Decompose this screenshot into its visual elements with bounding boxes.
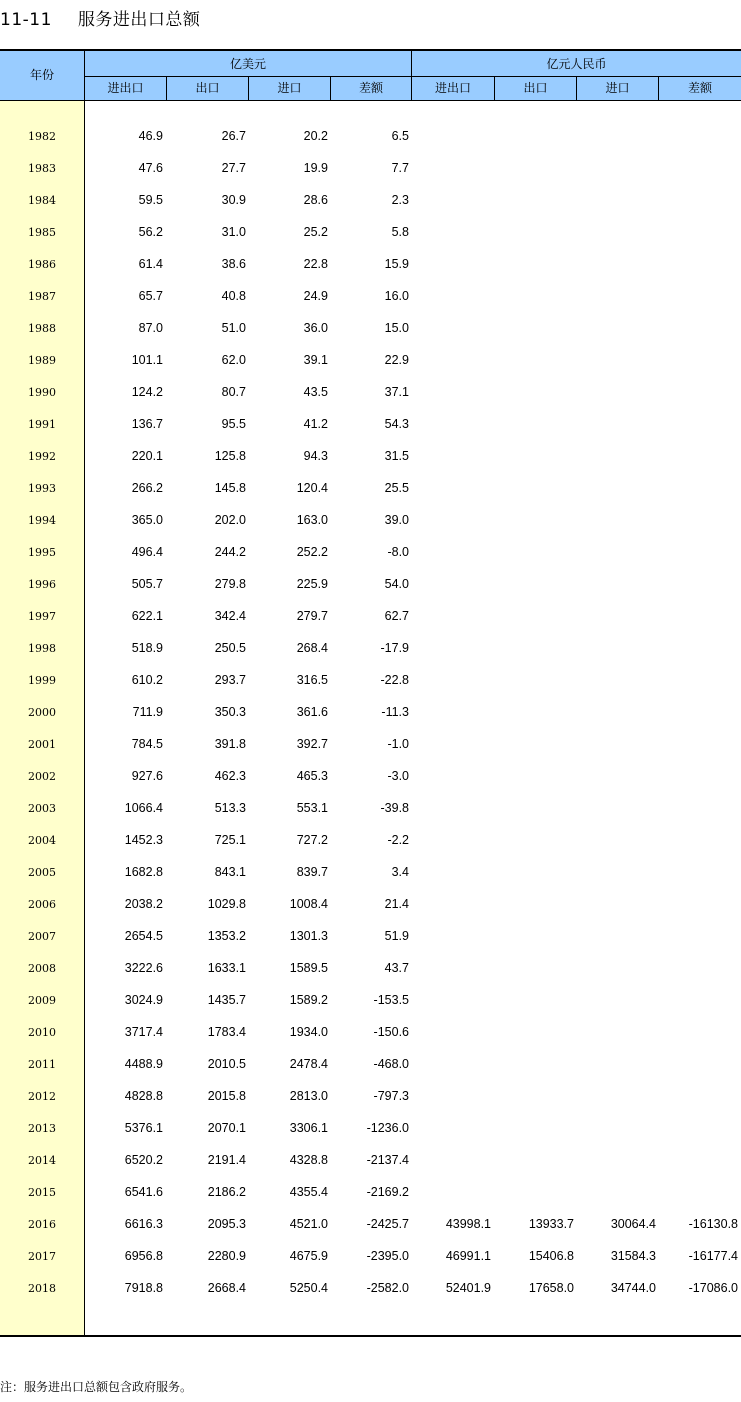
value-cell: -17086.0 <box>688 1281 738 1295</box>
year-cell: 2005 <box>28 866 56 879</box>
year-cell: 2018 <box>28 1282 56 1295</box>
value-cell: 15.0 <box>384 321 409 335</box>
value-cell: -17.9 <box>380 641 409 655</box>
value-cell: 95.5 <box>221 417 246 431</box>
value-cell: -22.8 <box>380 673 409 687</box>
value-cell: 61.4 <box>138 257 163 271</box>
value-cell: 462.3 <box>214 769 246 783</box>
value-cell: 40.8 <box>221 289 246 303</box>
header-col: 进口 <box>277 81 302 95</box>
value-cell: 365.0 <box>131 513 163 527</box>
year-cell: 1986 <box>28 258 56 271</box>
value-cell: 22.9 <box>384 353 409 367</box>
value-cell: 20.2 <box>303 129 328 143</box>
value-cell: 30064.4 <box>610 1217 656 1231</box>
value-cell: 711.9 <box>132 705 163 719</box>
value-cell: 30.9 <box>221 193 246 207</box>
value-cell: 622.1 <box>131 609 163 623</box>
value-cell: 59.5 <box>138 193 163 207</box>
value-cell: 56.2 <box>138 225 163 239</box>
value-cell: 725.1 <box>214 833 246 847</box>
value-cell: 52401.9 <box>445 1281 491 1295</box>
value-cell: 316.5 <box>296 673 328 687</box>
value-cell: 4521.0 <box>289 1217 328 1231</box>
value-cell: 26.7 <box>221 129 246 143</box>
value-cell: -797.3 <box>373 1089 409 1103</box>
footnote: 注：服务进出口总额包含政府服务。 <box>0 1380 193 1394</box>
value-cell: -2169.2 <box>366 1185 409 1199</box>
value-cell: -3.0 <box>387 769 409 783</box>
value-cell: 6541.6 <box>124 1185 163 1199</box>
value-cell: 94.3 <box>303 449 328 463</box>
value-cell: 6520.2 <box>124 1153 163 1167</box>
value-cell: 6616.3 <box>124 1217 163 1231</box>
value-cell: 610.2 <box>131 673 163 687</box>
year-cell: 1984 <box>28 194 56 207</box>
value-cell: -8.0 <box>387 545 409 559</box>
value-cell: 392.7 <box>296 737 328 751</box>
value-cell: 125.8 <box>214 449 246 463</box>
value-cell: 727.2 <box>296 833 328 847</box>
year-cell: 2014 <box>28 1154 56 1167</box>
value-cell: 87.0 <box>138 321 163 335</box>
value-cell: -2582.0 <box>366 1281 409 1295</box>
value-cell: 31584.3 <box>610 1249 656 1263</box>
year-cell: 2004 <box>28 834 56 847</box>
year-cell: 1983 <box>28 162 56 175</box>
year-cell: 1997 <box>28 610 56 623</box>
value-cell: 15.9 <box>384 257 409 271</box>
value-cell: 120.4 <box>296 481 328 495</box>
value-cell: 1589.5 <box>289 961 328 975</box>
value-cell: 28.6 <box>303 193 328 207</box>
header-col: 进出口 <box>107 81 144 95</box>
value-cell: 252.2 <box>296 545 328 559</box>
table-title: 服务进出口总额 <box>77 10 201 30</box>
value-cell: 268.4 <box>296 641 328 655</box>
value-cell: -150.6 <box>373 1025 409 1039</box>
header-rmb-group: 亿元人民币 <box>546 57 607 71</box>
value-cell: 342.4 <box>214 609 246 623</box>
value-cell: -2.2 <box>387 833 409 847</box>
value-cell: 3024.9 <box>124 993 163 1007</box>
value-cell: 6.5 <box>391 129 409 143</box>
year-cell: 2001 <box>28 738 56 751</box>
value-cell: 518.9 <box>131 641 163 655</box>
value-cell: -39.8 <box>380 801 409 815</box>
value-cell: 16.0 <box>384 289 409 303</box>
value-cell: 7.7 <box>391 161 409 175</box>
header-usd-group: 亿美元 <box>229 57 266 71</box>
value-cell: 47.6 <box>138 161 163 175</box>
value-cell: 1008.4 <box>289 897 328 911</box>
value-cell: 25.5 <box>384 481 409 495</box>
value-cell: 46.9 <box>138 129 163 143</box>
year-cell: 2011 <box>28 1058 56 1071</box>
value-cell: 31.0 <box>221 225 246 239</box>
value-cell: 39.0 <box>384 513 409 527</box>
value-cell: 293.7 <box>214 673 246 687</box>
value-cell: 465.3 <box>296 769 328 783</box>
year-cell: 2002 <box>28 770 56 783</box>
value-cell: 279.8 <box>214 577 246 591</box>
value-cell: 7918.8 <box>124 1281 163 1295</box>
value-cell: 279.7 <box>296 609 328 623</box>
value-cell: 101.1 <box>131 353 163 367</box>
value-cell: 2668.4 <box>207 1281 246 1295</box>
value-cell: 13933.7 <box>528 1217 574 1231</box>
year-cell: 1989 <box>28 354 56 367</box>
value-cell: 2095.3 <box>207 1217 246 1231</box>
year-cell: 2007 <box>28 930 56 943</box>
value-cell: 124.2 <box>131 385 163 399</box>
value-cell: 62.7 <box>384 609 409 623</box>
year-cell: 2003 <box>28 802 56 815</box>
header-bottom-rule <box>0 100 741 101</box>
value-cell: 1301.3 <box>289 929 328 943</box>
value-cell: 1589.2 <box>289 993 328 1007</box>
year-cell: 1988 <box>28 322 56 335</box>
value-cell: 1435.7 <box>207 993 246 1007</box>
value-cell: 65.7 <box>138 289 163 303</box>
value-cell: 54.0 <box>384 577 409 591</box>
value-cell: -2395.0 <box>366 1249 409 1263</box>
value-cell: 244.2 <box>214 545 246 559</box>
value-cell: 553.1 <box>296 801 328 815</box>
value-cell: 3717.4 <box>124 1025 163 1039</box>
value-cell: 202.0 <box>214 513 246 527</box>
page-title <box>0 5 200 30</box>
bottom-rule <box>0 1335 741 1337</box>
value-cell: 839.7 <box>296 865 328 879</box>
value-cell: 2186.2 <box>207 1185 246 1199</box>
year-cell: 1993 <box>28 482 56 495</box>
year-cell: 1985 <box>28 226 56 239</box>
year-divider <box>84 51 85 1335</box>
value-cell: 1029.8 <box>207 897 246 911</box>
value-cell: -16130.8 <box>688 1217 738 1231</box>
header-col: 差额 <box>687 81 712 95</box>
header-col: 进口 <box>605 81 630 95</box>
value-cell: 145.8 <box>214 481 246 495</box>
value-cell: 513.3 <box>214 801 246 815</box>
value-cell: 927.6 <box>131 769 163 783</box>
year-cell: 1996 <box>28 578 56 591</box>
value-cell: 24.9 <box>303 289 328 303</box>
header-col: 差额 <box>358 81 383 95</box>
year-cell: 2010 <box>28 1026 56 1039</box>
value-cell: 2038.2 <box>124 897 163 911</box>
value-cell: 2015.8 <box>207 1089 246 1103</box>
value-cell: 25.2 <box>303 225 328 239</box>
value-cell: 250.5 <box>214 641 246 655</box>
value-cell: 225.9 <box>296 577 328 591</box>
header-col: 出口 <box>195 81 220 95</box>
value-cell: 1783.4 <box>207 1025 246 1039</box>
value-cell: 51.0 <box>221 321 246 335</box>
value-cell: 19.9 <box>303 161 328 175</box>
value-cell: 5376.1 <box>124 1121 163 1135</box>
value-cell: 266.2 <box>131 481 163 495</box>
value-cell: 5.8 <box>391 225 409 239</box>
value-cell: 2070.1 <box>207 1121 246 1135</box>
value-cell: -2425.7 <box>366 1217 409 1231</box>
year-cell: 2016 <box>28 1218 56 1231</box>
value-cell: 15406.8 <box>528 1249 574 1263</box>
value-cell: 6956.8 <box>124 1249 163 1263</box>
value-cell: 2191.4 <box>207 1153 246 1167</box>
value-cell: 1452.3 <box>124 833 163 847</box>
value-cell: 41.2 <box>303 417 328 431</box>
header-year: 年份 <box>29 68 54 82</box>
value-cell: -153.5 <box>373 993 409 1007</box>
value-cell: 361.6 <box>296 705 328 719</box>
value-cell: 43.7 <box>384 961 409 975</box>
value-cell: 43998.1 <box>445 1217 491 1231</box>
value-cell: -11.3 <box>381 705 409 719</box>
year-cell: 2009 <box>28 994 56 1007</box>
year-cell: 1994 <box>28 514 56 527</box>
year-cell: 1990 <box>28 386 56 399</box>
table-number: 11-11 <box>0 10 52 30</box>
value-cell: 2280.9 <box>207 1249 246 1263</box>
value-cell: 3222.6 <box>124 961 163 975</box>
value-cell: 2478.4 <box>289 1057 328 1071</box>
year-cell: 2015 <box>28 1186 56 1199</box>
year-cell: 1999 <box>28 674 56 687</box>
value-cell: 54.3 <box>384 417 409 431</box>
value-cell: 46991.1 <box>445 1249 491 1263</box>
value-cell: 34744.0 <box>610 1281 656 1295</box>
value-cell: -1.0 <box>387 737 409 751</box>
year-cell: 2012 <box>28 1090 56 1103</box>
value-cell: 5250.4 <box>289 1281 328 1295</box>
value-cell: 843.1 <box>214 865 246 879</box>
value-cell: 38.6 <box>221 257 246 271</box>
year-cell: 2008 <box>28 962 56 975</box>
value-cell: 163.0 <box>296 513 328 527</box>
value-cell: 51.9 <box>384 929 409 943</box>
value-cell: 1682.8 <box>124 865 163 879</box>
value-cell: -2137.4 <box>366 1153 409 1167</box>
value-cell: 2010.5 <box>207 1057 246 1071</box>
value-cell: 22.8 <box>303 257 328 271</box>
year-cell: 1992 <box>28 450 56 463</box>
value-cell: 43.5 <box>303 385 328 399</box>
value-cell: 39.1 <box>303 353 328 367</box>
value-cell: 3306.1 <box>289 1121 328 1135</box>
year-cell: 1995 <box>28 546 56 559</box>
value-cell: 21.4 <box>384 897 409 911</box>
year-cell: 2000 <box>28 706 56 719</box>
value-cell: 4328.8 <box>289 1153 328 1167</box>
value-cell: 220.1 <box>131 449 163 463</box>
value-cell: 2813.0 <box>289 1089 328 1103</box>
value-cell: 62.0 <box>221 353 246 367</box>
header-col: 进出口 <box>434 81 471 95</box>
value-cell: -1236.0 <box>366 1121 409 1135</box>
value-cell: 27.7 <box>221 161 246 175</box>
value-cell: 496.4 <box>131 545 163 559</box>
value-cell: 136.7 <box>131 417 163 431</box>
value-cell: 4355.4 <box>289 1185 328 1199</box>
subheader-rule <box>85 76 741 77</box>
value-cell: 1353.2 <box>207 929 246 943</box>
year-cell: 2017 <box>28 1250 56 1263</box>
year-cell: 1991 <box>28 418 56 431</box>
top-rule <box>0 49 741 51</box>
value-cell: 37.1 <box>384 385 409 399</box>
value-cell: 4488.9 <box>124 1057 163 1071</box>
value-cell: -468.0 <box>373 1057 409 1071</box>
value-cell: 3.4 <box>391 865 409 879</box>
value-cell: 4675.9 <box>289 1249 328 1263</box>
value-cell: 80.7 <box>221 385 246 399</box>
header-col: 出口 <box>523 81 548 95</box>
value-cell: 31.5 <box>384 449 409 463</box>
value-cell: 36.0 <box>303 321 328 335</box>
value-cell: 1066.4 <box>124 801 163 815</box>
value-cell: 784.5 <box>131 737 163 751</box>
value-cell: 2654.5 <box>124 929 163 943</box>
year-cell: 1998 <box>28 642 56 655</box>
value-cell: 4828.8 <box>124 1089 163 1103</box>
year-cell: 2006 <box>28 898 56 911</box>
year-cell: 1987 <box>28 290 56 303</box>
year-cell: 1982 <box>28 130 56 143</box>
value-cell: 1934.0 <box>289 1025 328 1039</box>
value-cell: -16177.4 <box>688 1249 738 1263</box>
value-cell: 17658.0 <box>528 1281 574 1295</box>
value-cell: 1633.1 <box>207 961 246 975</box>
value-cell: 350.3 <box>214 705 246 719</box>
value-cell: 2.3 <box>391 193 409 207</box>
year-cell: 2013 <box>28 1122 56 1135</box>
value-cell: 391.8 <box>214 737 246 751</box>
data-table <box>0 49 741 1338</box>
value-cell: 505.7 <box>131 577 163 591</box>
